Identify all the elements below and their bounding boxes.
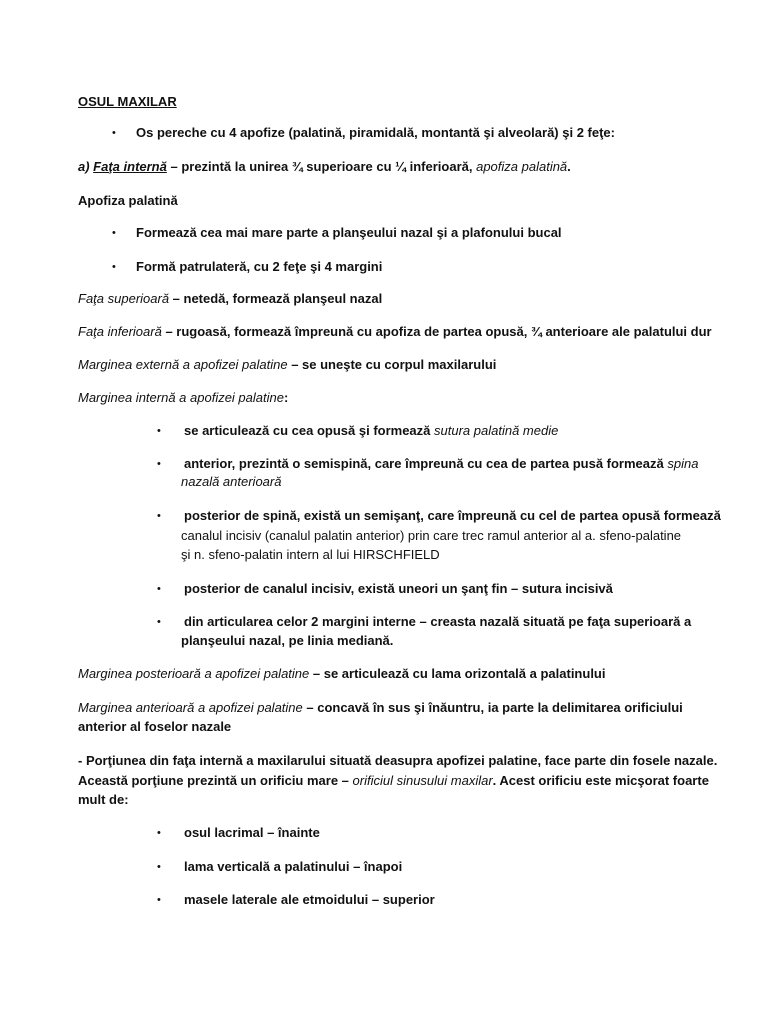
intro-bullet-text: Os pereche cu 4 apofize (palatină, piramidală, montantă şi alveolară) şi 2 feţe: (136, 125, 615, 140)
reduced-by-item-3: masele laterale ale etmoidului – superior (184, 892, 435, 907)
bullet-icon: • (157, 425, 161, 437)
internal-item-2-text: anterior, prezintă o semispină, care împreună cu cea de partea pusă formează (184, 456, 668, 471)
portion-line2-italic: orificiul sinusului maxilar (352, 773, 493, 788)
portion-line2 (78, 772, 709, 790)
margin-posterior-line (78, 665, 605, 683)
margin-internal-label: Marginea internă a apofizei palatine (78, 390, 284, 405)
palatine-bullet-1: Formează cea mai mare parte a planşeului nazal şi a plafonului bucal (136, 225, 562, 240)
margin-posterior-text: – se articulează cu lama orizontală a palatinului (309, 666, 606, 681)
document-title: OSUL MAXILAR (78, 94, 177, 109)
internal-item-3-line1: posterior de spină, există un semişanţ, care împreună cu cel de partea opusă formează (184, 508, 721, 523)
bullet-icon: • (157, 458, 161, 470)
reduced-by-item-2: lama verticală a palatinului – înapoi (184, 859, 403, 874)
margin-anterior-label: Marginea anterioară a apofizei palatine (78, 700, 303, 715)
internal-item-2-italic: spina (667, 456, 699, 471)
bullet-icon: • (157, 861, 161, 873)
internal-item-3-line2: canalul incisiv (canalul palatin anterior) prin care trec ramul anterior al a. sfeno-palatine (181, 528, 682, 543)
margin-external-line (78, 356, 496, 374)
face-inferior-label: Faţa inferioară (78, 324, 162, 339)
bullet-icon: • (112, 227, 116, 239)
margin-internal-text: : (283, 390, 289, 405)
reduced-by-item-1: osul lacrimal – înainte (184, 825, 320, 840)
internal-item-5-line2: planşeului nazal, pe linia mediană. (181, 633, 394, 648)
portion-line1: - Porţiunea din faţa internă a maxilarului situată deasupra apofizei palatine, face parte din fosele nazale. (78, 753, 718, 768)
internal-item-1-italic: sutura palatină medie (434, 423, 559, 438)
margin-anterior-line2: anterior al foselor nazale (78, 719, 232, 734)
face-superior-line (78, 290, 382, 308)
face-internal-line (78, 158, 571, 176)
bullet-icon: • (157, 510, 161, 522)
bullet-icon: • (112, 261, 116, 273)
portion-line2-end: . Acest orificiu este micşorat foarte (492, 773, 709, 788)
margin-external-text: – se uneşte cu corpul maxilarului (287, 357, 497, 372)
internal-item-1 (184, 422, 558, 440)
margin-external-label: Marginea externă a apofizei palatine (78, 357, 288, 372)
bullet-icon: • (157, 894, 161, 906)
portion-line3: mult de: (78, 792, 129, 807)
margin-anterior-line1 (78, 699, 683, 717)
internal-item-5-line1: din articularea celor 2 margini interne – creasta nazală situată pe faţa superioară a (184, 614, 692, 629)
face-inferior-line (78, 323, 712, 341)
internal-item-3-line3: şi n. sfeno-palatin intern al lui HIRSCHFIELD (181, 547, 440, 562)
bullet-icon: • (112, 127, 116, 139)
face-internal-end: . (567, 159, 571, 174)
margin-internal-line (78, 389, 288, 407)
internal-item-1-text: se articulează cu cea opusă şi formează (184, 423, 435, 438)
section-heading: Apofiza palatină (78, 193, 178, 208)
bullet-icon: • (157, 583, 161, 595)
face-internal-label: Faţa internă (93, 159, 167, 174)
internal-item-4: posterior de canalul incisiv, există uneori un şanţ fin – sutura incisivă (184, 581, 613, 596)
bullet-icon: • (157, 616, 161, 628)
face-internal-italic: apofiza palatină (476, 159, 568, 174)
face-internal-text: – prezintă la unirea ¾ superioare cu ¼ inferioară, (166, 159, 477, 174)
internal-item-2-line2: nazală anterioară (181, 474, 282, 489)
face-internal-prefix: a) (78, 159, 94, 174)
bullet-icon: • (157, 827, 161, 839)
face-superior-text: – netedă, formează planşeul nazal (169, 291, 383, 306)
margin-anterior-text: – concavă în sus şi înăuntru, ia parte la delimitarea orificiului (302, 700, 683, 715)
margin-posterior-label: Marginea posterioară a apofizei palatine (78, 666, 310, 681)
palatine-bullet-2: Formă patrulateră, cu 2 feţe şi 4 margini (136, 259, 383, 274)
face-inferior-text: – rugoasă, formează împreună cu apofiza de partea opusă, ¾ anterioare ale palatului dur (161, 324, 712, 339)
portion-line2-text: Această porţiune prezintă un orificiu mare – (78, 773, 353, 788)
internal-item-2-line1 (184, 455, 698, 473)
face-superior-label: Faţa superioară (78, 291, 170, 306)
